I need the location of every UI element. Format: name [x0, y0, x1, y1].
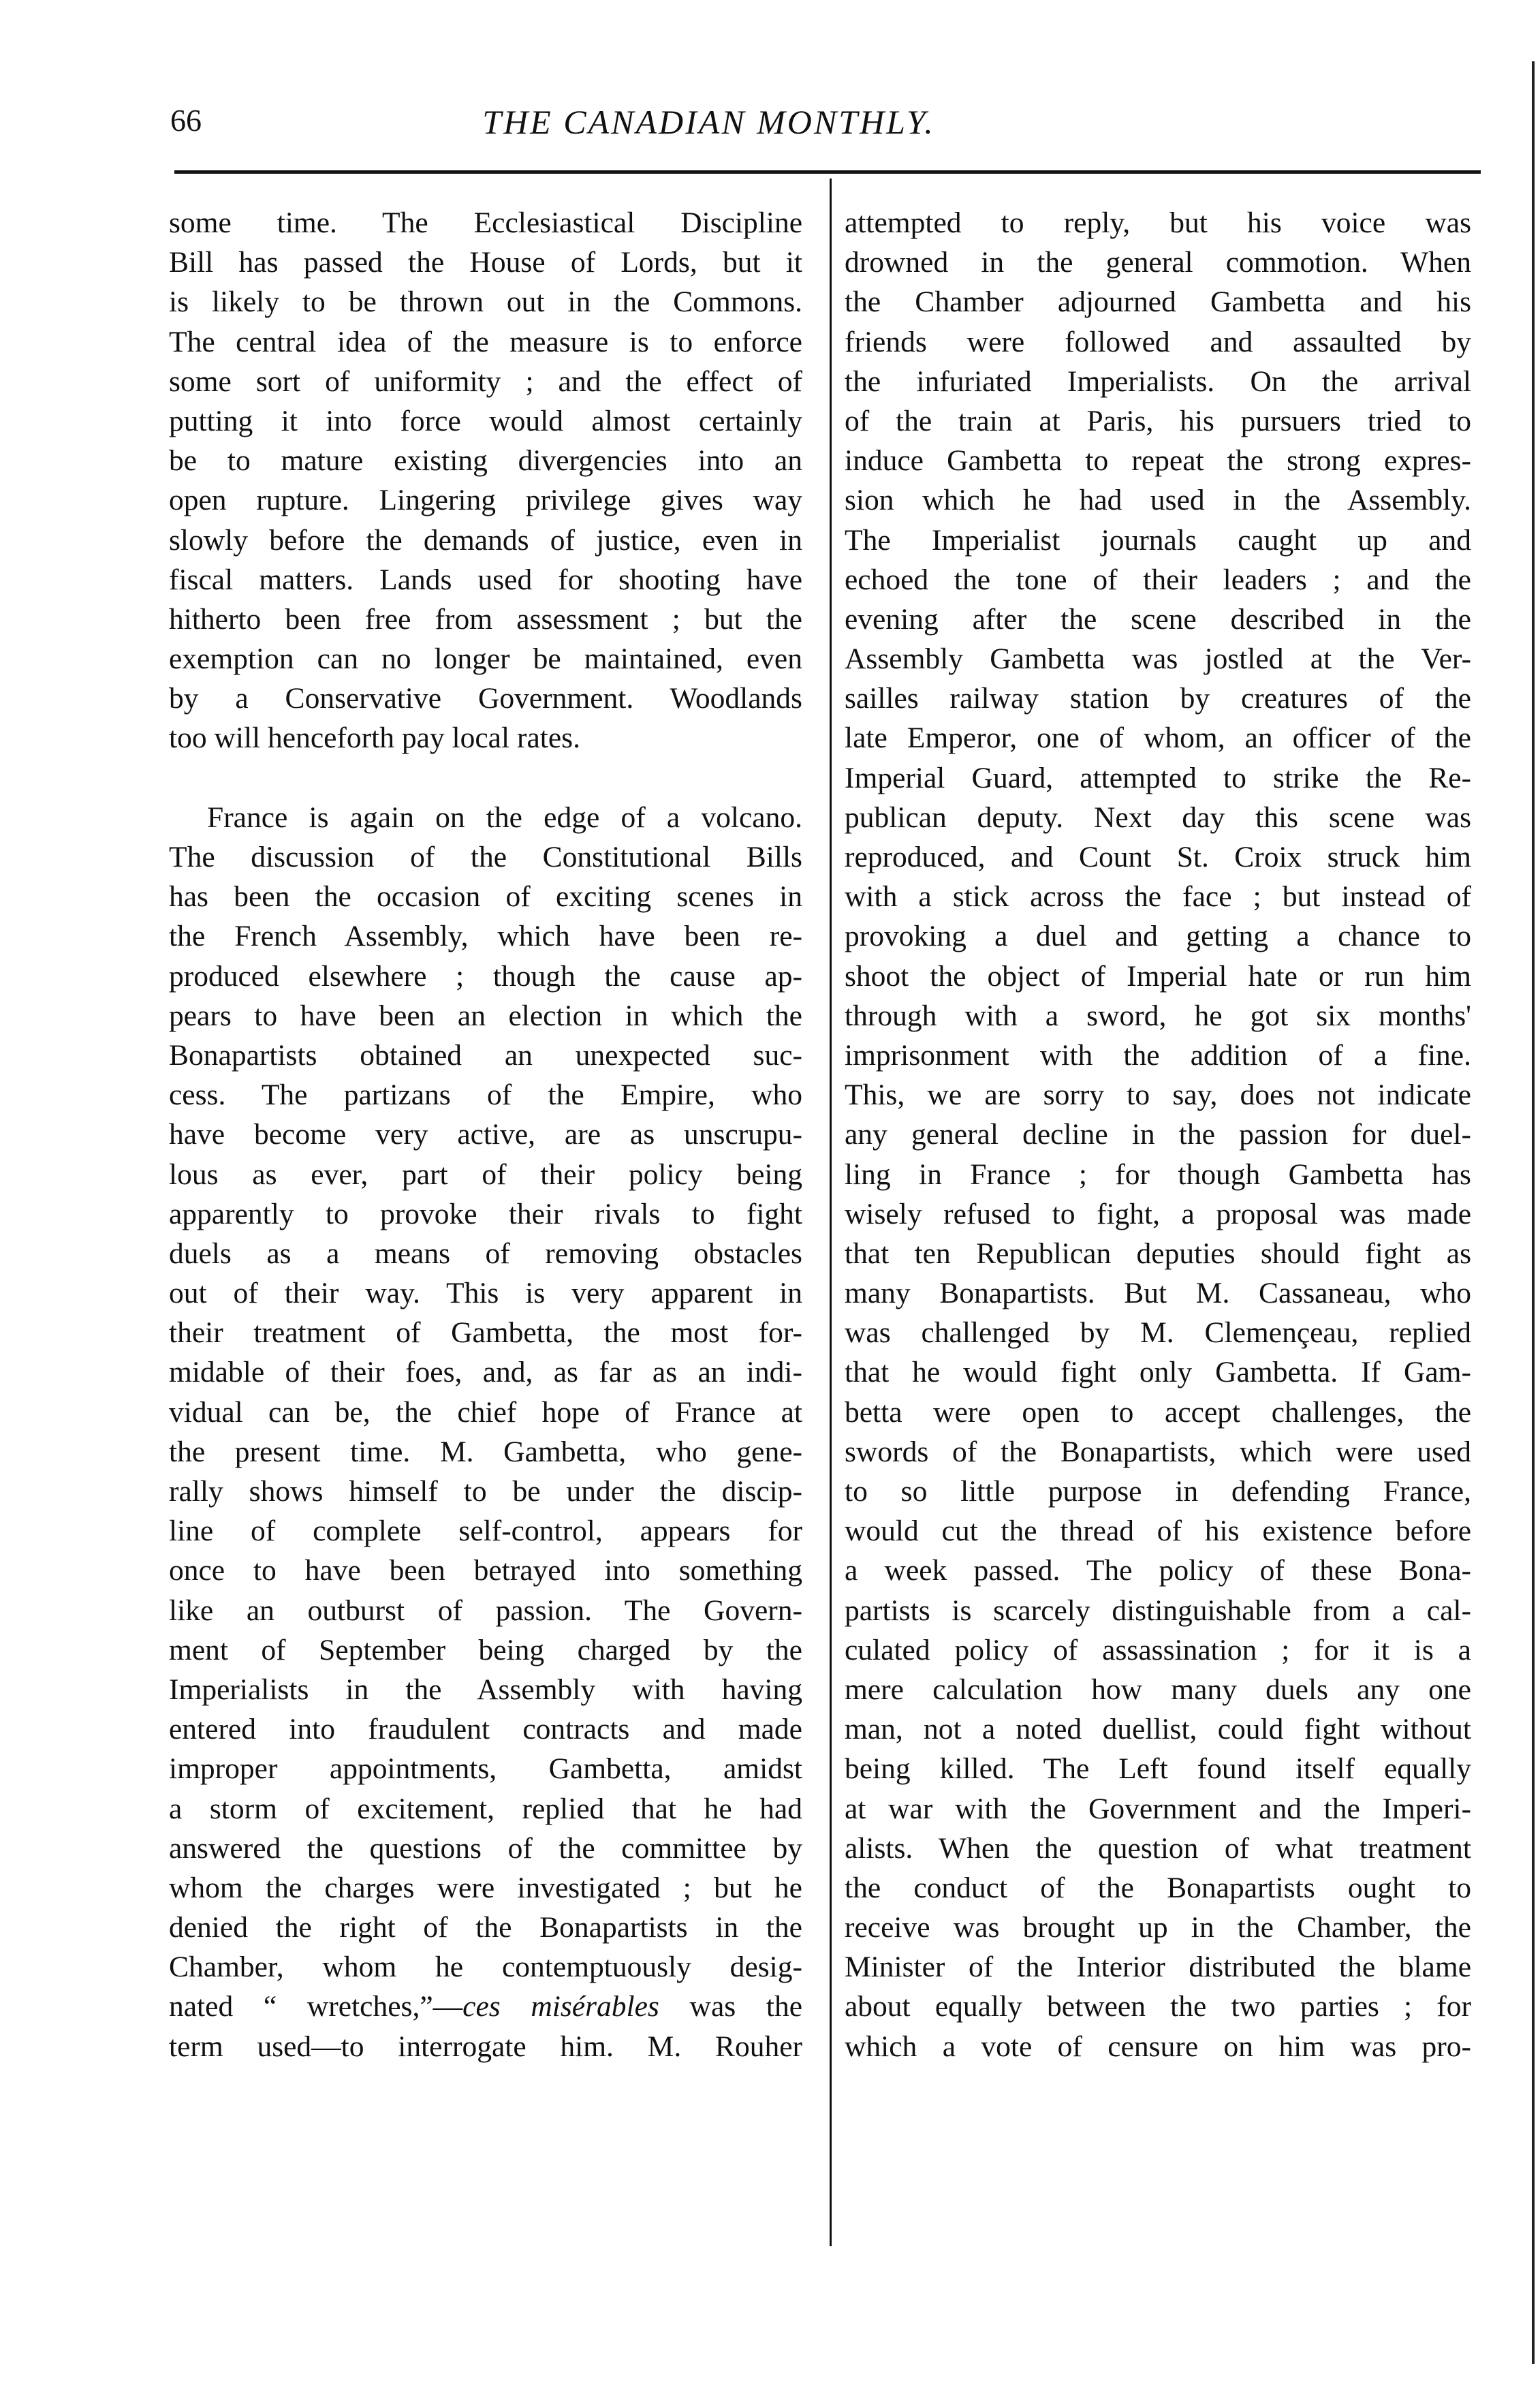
text-line: midable of their foes, and, as far as an indi-	[169, 1356, 802, 1389]
text-line: Bill has passed the House of Lords, but it	[169, 246, 802, 279]
right-column	[845, 203, 1471, 2066]
text-line: pears to have been an election in which the	[169, 999, 802, 1032]
text-line: would cut the thread of his existence before	[845, 1515, 1471, 1548]
text-line: some time. The Ecclesiastical Discipline	[169, 206, 802, 239]
text-line: ling in France ; for though Gambetta has	[845, 1158, 1471, 1191]
text-line: improper appointments, Gambetta, amidst	[169, 1752, 802, 1786]
text-line: Imperialists in the Assembly with having	[169, 1673, 802, 1706]
text-line: evening after the scene described in the	[845, 602, 1471, 636]
text-line: slowly before the demands of justice, even in	[169, 523, 802, 557]
text-line: denied the right of the Bonapartists in the	[169, 1911, 802, 1944]
text-line: line of complete self-control, appears for	[169, 1515, 802, 1548]
text-line: vidual can be, the chief hope of France at	[169, 1395, 802, 1429]
text-line: drowned in the general commotion. When	[845, 246, 1471, 279]
text-line: produced elsewhere ; though the cause ap-	[169, 959, 802, 993]
text-line: late Emperor, one of whom, an officer of the	[845, 721, 1471, 755]
text-line: have become very active, are as unscrupu-	[169, 1118, 802, 1151]
text-line: the Chamber adjourned Gambetta and his	[845, 285, 1471, 319]
text-line: shoot the object of Imperial hate or run him	[845, 959, 1471, 993]
text-line: alists. When the question of what treatment	[845, 1831, 1471, 1865]
text-line: swords of the Bonapartists, which were used	[845, 1435, 1471, 1468]
text-line: Assembly Gambetta was jostled at the Ver-	[845, 642, 1471, 676]
text-line: sion which he had used in the Assembly.	[845, 484, 1471, 517]
header-rule	[174, 170, 1481, 174]
text-line-with-italic	[169, 1987, 802, 2026]
italic-phrase: ces misérables	[462, 1990, 659, 2023]
text-line: ment of September being charged by the	[169, 1633, 802, 1666]
text-line: friends were followed and assaulted by	[845, 325, 1471, 358]
text-line: France is again on the edge of a volcano.	[207, 801, 802, 834]
text-line: The central idea of the measure is to enforce	[169, 325, 802, 358]
text-line: through with a sword, he got six months'	[845, 999, 1471, 1032]
running-title-text: THE CANADIAN MONTHLY.	[482, 103, 935, 141]
text-line: hitherto been free from assessment ; but the	[169, 602, 802, 636]
text-line: This, we are sorry to say, does not indicate	[845, 1078, 1471, 1112]
text-line: cess. The partizans of the Empire, who	[169, 1078, 802, 1112]
text-line: by a Conservative Government. Woodlands	[169, 682, 802, 715]
text-line: the conduct of the Bonapartists ought to	[845, 1871, 1471, 1904]
text-line: answered the questions of the committee by	[169, 1831, 802, 1865]
text-line: fiscal matters. Lands used for shooting have	[169, 563, 802, 596]
left-column	[169, 203, 802, 2066]
text-line: wisely refused to fight, a proposal was made	[845, 1197, 1471, 1230]
text-line: attempted to reply, but his voice was	[845, 206, 1471, 239]
text-line: at war with the Government and the Imperi-	[845, 1792, 1471, 1825]
text-line: apparently to provoke their rivals to fight	[169, 1197, 802, 1230]
text-line: provoking a duel and getting a chance to	[845, 920, 1471, 953]
text-line: exemption can no longer be maintained, even	[169, 642, 802, 676]
text-line: the French Assembly, which have been re-	[169, 920, 802, 953]
text-line: that ten Republican deputies should fight as	[845, 1237, 1471, 1270]
text-line: like an outburst of passion. The Govern-	[169, 1594, 802, 1627]
text-run: nated “ wretches,”—	[169, 1990, 463, 2023]
text-line: publican deputy. Next day this scene was	[845, 801, 1471, 834]
text-line: sailles railway station by creatures of the	[845, 682, 1471, 715]
text-line: Chamber, whom he contemptuously desig-	[169, 1951, 802, 1984]
text-line: a week passed. The policy of these Bona-	[845, 1554, 1471, 1587]
text-line: which a vote of censure on him was pro-	[845, 2030, 1471, 2063]
text-line: Imperial Guard, attempted to strike the Re-	[845, 761, 1471, 794]
text-line: induce Gambetta to repeat the strong expres-	[845, 444, 1471, 478]
text-line: has been the occasion of exciting scenes in	[169, 880, 802, 914]
text-line: culated policy of assassination ; for it is a	[845, 1633, 1471, 1666]
text-line: partists is scarcely distinguishable from a cal-	[845, 1594, 1471, 1627]
text-line: duels as a means of removing obstacles	[169, 1237, 802, 1270]
text-line: the present time. M. Gambetta, who gene-	[169, 1435, 802, 1468]
text-line: some sort of uniformity ; and the effect of	[169, 364, 802, 398]
text-line: any general decline in the passion for duel-	[845, 1118, 1471, 1151]
text-line: echoed the tone of their leaders ; and the	[845, 563, 1471, 596]
text-line: entered into fraudulent contracts and made	[169, 1713, 802, 1746]
text-line: was challenged by M. Clemençeau, replied	[845, 1316, 1471, 1350]
text-line: their treatment of Gambetta, the most for-	[169, 1316, 802, 1350]
paragraph-gap	[169, 758, 802, 798]
text-line: to so little purpose in defending France,	[845, 1475, 1471, 1508]
text-line: be to mature existing divergencies into an	[169, 444, 802, 478]
text-line: lous as ever, part of their policy being	[169, 1158, 802, 1191]
text-line: open rupture. Lingering privilege gives way	[169, 484, 802, 517]
running-title	[0, 102, 1540, 142]
text-line: that he would fight only Gambetta. If Gam-	[845, 1356, 1471, 1389]
text-line: whom the charges were investigated ; but he	[169, 1871, 802, 1904]
text-line: reproduced, and Count St. Croix struck him	[845, 841, 1471, 873]
text-line: once to have been betrayed into something	[169, 1554, 802, 1587]
text-line: is likely to be thrown out in the Commons.	[169, 285, 802, 319]
text-line: too will henceforth pay local rates.	[169, 721, 580, 755]
text-line: out of their way. This is very apparent in	[169, 1277, 802, 1310]
text-line: being killed. The Left found itself equally	[845, 1752, 1471, 1786]
text-line: The Imperialist journals caught up and	[845, 523, 1471, 557]
scan-edge-line	[1532, 61, 1535, 2364]
column-divider	[830, 179, 832, 2246]
text-line: imprisonment with the addition of a fine.	[845, 1038, 1471, 1072]
paragraph-ecclesiastical	[169, 203, 802, 758]
text-line: The discussion of the Constitutional Bills	[169, 841, 802, 873]
text-line: putting it into force would almost certainly	[169, 404, 802, 437]
text-line: man, not a noted duellist, could fight without	[845, 1713, 1471, 1746]
text-line: many Bonapartists. But M. Cassaneau, who	[845, 1277, 1471, 1310]
text-line: the infuriated Imperialists. On the arrival	[845, 364, 1471, 398]
page-number: 66	[170, 103, 202, 138]
text-line: Bonapartists obtained an unexpected suc-	[169, 1038, 802, 1072]
text-line: about equally between the two parties ; for	[845, 1990, 1471, 2023]
text-line: rally shows himself to be under the discip-	[169, 1475, 802, 1508]
text-line: Minister of the Interior distributed the blame	[845, 1951, 1471, 1984]
text-line: betta were open to accept challenges, the	[845, 1395, 1471, 1429]
text-run: was the	[659, 1990, 803, 2023]
paragraph-france	[169, 798, 802, 2066]
text-line: of the train at Paris, his pursuers tried to	[845, 404, 1471, 437]
text-line: with a stick across the face ; but instead of	[845, 880, 1471, 914]
text-line: receive was brought up in the Chamber, the	[845, 1911, 1471, 1944]
text-line: mere calculation how many duels any one	[845, 1673, 1471, 1706]
text-line: a storm of excitement, replied that he had	[169, 1792, 802, 1825]
text-line: term used—to interrogate him. M. Rouher	[169, 2030, 802, 2063]
